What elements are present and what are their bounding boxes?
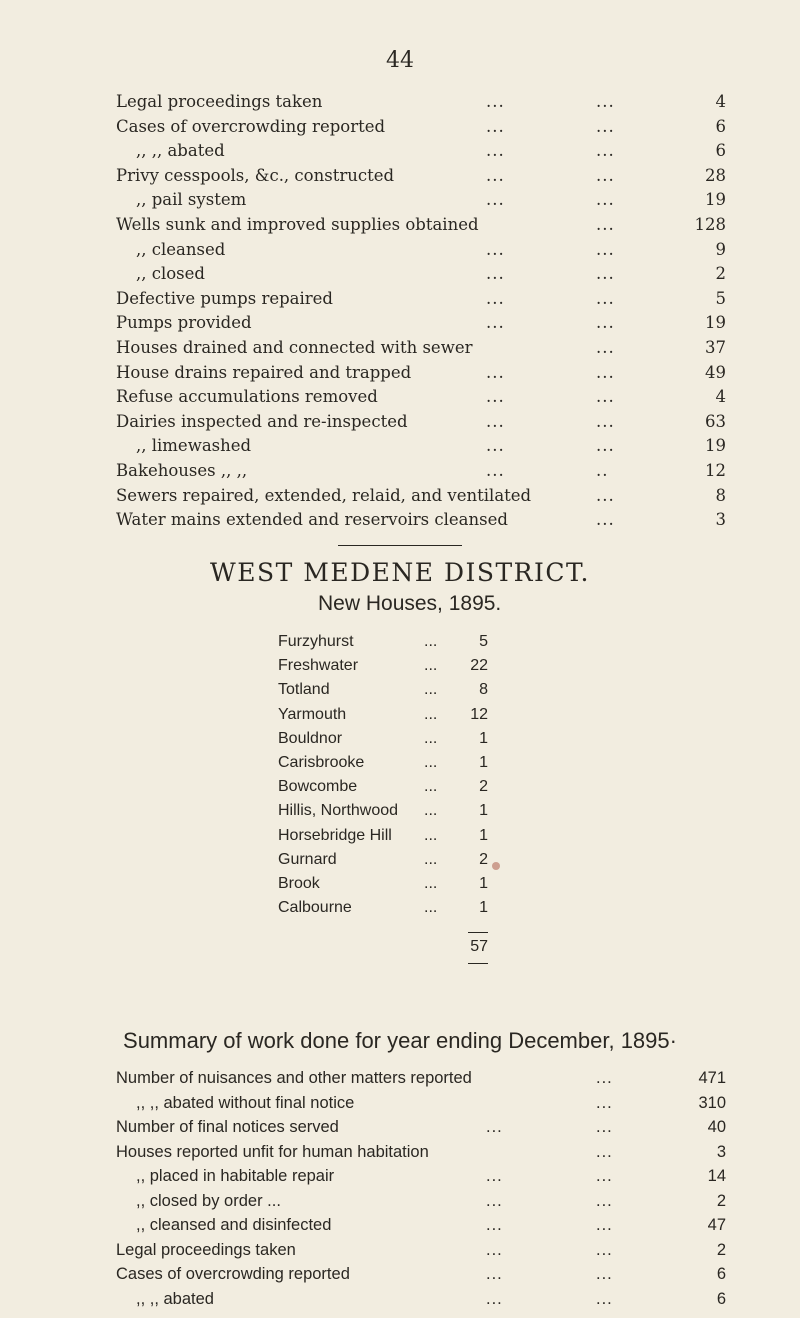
statistic-row bbox=[116, 311, 726, 336]
summary-row bbox=[116, 1066, 726, 1091]
leader-dots: ... bbox=[486, 239, 505, 259]
row-label: Privy cesspools, &c., constructed bbox=[116, 165, 395, 185]
leader-dots: ... bbox=[596, 288, 615, 308]
house-count: 22 bbox=[470, 657, 488, 675]
leader-dots: ... bbox=[596, 411, 615, 431]
row-label: ,, closed by order ... bbox=[136, 1191, 281, 1210]
new-houses-title: New Houses, 1895. bbox=[318, 592, 502, 615]
row-value: 28 bbox=[705, 165, 726, 185]
house-count: 1 bbox=[479, 753, 488, 771]
leader-dots: ... bbox=[596, 1265, 613, 1283]
place-name: Horsebridge Hill bbox=[278, 826, 392, 844]
statistic-row bbox=[116, 434, 726, 459]
row-value: 3 bbox=[716, 1142, 726, 1161]
summary-row bbox=[116, 1238, 726, 1263]
statistic-row bbox=[116, 361, 726, 386]
leader-dots: ... bbox=[596, 165, 615, 185]
leader-dots: ... bbox=[486, 141, 505, 161]
district-title: WEST MEDENE DISTRICT. bbox=[210, 558, 590, 587]
leader-dots: ... bbox=[596, 510, 615, 530]
summary-row bbox=[116, 1091, 726, 1116]
leader-dots: ... bbox=[486, 436, 505, 456]
summary-row bbox=[116, 1287, 726, 1312]
leader-dots: ... bbox=[486, 1240, 503, 1259]
row-label: ,, cleansed and disinfected bbox=[136, 1216, 332, 1234]
leader-dots: ... bbox=[596, 1240, 613, 1259]
row-value: 14 bbox=[707, 1167, 726, 1185]
row-value: 49 bbox=[705, 362, 726, 382]
statistic-row bbox=[116, 508, 726, 533]
row-value: 4 bbox=[715, 387, 726, 407]
statistic-row bbox=[116, 115, 726, 140]
houses-total: 57 bbox=[470, 938, 488, 955]
leader-dots: ... bbox=[596, 214, 615, 234]
row-value: 47 bbox=[707, 1216, 726, 1234]
house-count: 8 bbox=[479, 681, 488, 699]
place-name: Brook bbox=[278, 874, 320, 892]
leader-dots: ... bbox=[486, 1289, 503, 1308]
leader-dots: ... bbox=[596, 1289, 613, 1308]
row-value: 19 bbox=[705, 436, 726, 456]
row-value: 63 bbox=[705, 411, 726, 431]
place-name: Bouldnor bbox=[278, 729, 343, 747]
statistic-row bbox=[116, 287, 726, 312]
leader-dots: ... bbox=[596, 264, 615, 284]
row-value: 310 bbox=[698, 1093, 726, 1112]
leader-dots: ... bbox=[596, 387, 615, 407]
row-label: ,, ,, abated bbox=[136, 141, 225, 161]
leader-dots: ... bbox=[596, 337, 615, 357]
leader-dots: ... bbox=[486, 411, 505, 431]
leader-dots: ... bbox=[596, 313, 615, 333]
place-name: Hillis, Northwood bbox=[278, 802, 399, 820]
leader-dots: ... bbox=[596, 1093, 613, 1112]
leader-dots: ... bbox=[424, 705, 438, 723]
row-value: 2 bbox=[715, 264, 726, 284]
row-label: ,, closed bbox=[136, 264, 205, 284]
statistic-row bbox=[116, 213, 726, 238]
leader-dots: ... bbox=[424, 778, 438, 796]
leader-dots: ... bbox=[424, 633, 438, 650]
house-row bbox=[278, 799, 488, 823]
leader-dots: ... bbox=[596, 485, 615, 505]
statistic-row bbox=[116, 164, 726, 189]
place-name: Calbourne bbox=[278, 899, 352, 917]
section-divider bbox=[338, 545, 462, 546]
statistic-row bbox=[116, 139, 726, 164]
row-label: ,, ,, abated without final notice bbox=[136, 1093, 355, 1112]
summary-row bbox=[116, 1164, 726, 1189]
leader-dots: ... bbox=[486, 92, 505, 111]
house-row bbox=[278, 751, 488, 775]
row-value: 8 bbox=[715, 485, 726, 505]
row-value: 19 bbox=[705, 190, 726, 210]
house-count: 1 bbox=[479, 826, 488, 844]
row-value: 19 bbox=[705, 313, 726, 333]
leader-dots: ... bbox=[596, 1167, 613, 1185]
row-value: 2 bbox=[716, 1240, 726, 1259]
leader-dots: ... bbox=[486, 288, 505, 308]
leader-dots: ... bbox=[596, 239, 615, 259]
leader-dots: ... bbox=[424, 657, 438, 675]
leader-dots: ... bbox=[424, 899, 438, 917]
summary-title: Summary of work done for year ending December, 1895· bbox=[123, 1028, 677, 1053]
leader-dots: ... bbox=[486, 1216, 503, 1234]
leader-dots: ... bbox=[424, 681, 438, 699]
house-count: 12 bbox=[470, 705, 488, 723]
house-row bbox=[278, 872, 488, 896]
statistic-row bbox=[116, 238, 726, 263]
new-houses-list bbox=[278, 630, 488, 920]
statistic-row bbox=[116, 385, 726, 410]
statistic-row bbox=[116, 410, 726, 435]
leader-dots: ... bbox=[424, 729, 438, 747]
house-row bbox=[278, 896, 488, 920]
leader-dots: ... bbox=[486, 264, 505, 284]
house-row bbox=[278, 654, 488, 678]
row-value: 5 bbox=[715, 288, 726, 308]
row-label: ,, limewashed bbox=[136, 436, 252, 456]
statistic-row bbox=[116, 188, 726, 213]
row-label: Dairies inspected and re-inspected bbox=[116, 411, 408, 431]
statistic-row bbox=[116, 484, 726, 509]
row-label: Cases of overcrowding reported bbox=[116, 1265, 350, 1283]
leader-dots: ... bbox=[486, 1167, 503, 1185]
place-name: Totland bbox=[278, 681, 330, 699]
statistic-row bbox=[116, 90, 726, 115]
row-value: 2 bbox=[716, 1191, 726, 1210]
house-count: 1 bbox=[479, 729, 488, 747]
place-name: Freshwater bbox=[278, 657, 359, 675]
ink-smudge bbox=[492, 862, 500, 870]
leader-dots: ... bbox=[486, 362, 505, 382]
row-value: 128 bbox=[694, 214, 726, 234]
leader-dots: ... bbox=[424, 826, 438, 844]
house-row bbox=[278, 775, 488, 799]
leader-dots: ... bbox=[596, 436, 615, 456]
leader-dots: ... bbox=[486, 190, 505, 210]
leader-dots: ... bbox=[596, 1216, 613, 1234]
leader-dots: ... bbox=[424, 753, 438, 771]
summary-row bbox=[116, 1262, 726, 1287]
place-name: Yarmouth bbox=[278, 705, 347, 723]
house-row bbox=[278, 727, 488, 751]
total-rule-bottom bbox=[468, 963, 488, 964]
row-label: Refuse accumulations removed bbox=[116, 387, 378, 407]
house-row bbox=[278, 630, 488, 654]
place-name: Bowcombe bbox=[278, 778, 358, 796]
row-label: Legal proceedings taken bbox=[116, 92, 323, 111]
row-label: Legal proceedings taken bbox=[116, 1240, 296, 1259]
summary-row bbox=[116, 1140, 726, 1165]
leader-dots: ... bbox=[486, 1265, 503, 1283]
leader-dots: ... bbox=[596, 1118, 613, 1136]
summary-row bbox=[116, 1115, 726, 1140]
row-label: House drains repaired and trapped bbox=[116, 362, 412, 382]
summary-row bbox=[116, 1189, 726, 1214]
leader-dots: ... bbox=[596, 190, 615, 210]
row-label: ,, placed in habitable repair bbox=[136, 1167, 335, 1185]
row-label: Bakehouses ,, ,, bbox=[116, 460, 248, 480]
page-number: 44 bbox=[386, 48, 414, 73]
statistic-row bbox=[116, 459, 726, 484]
row-value: 12 bbox=[705, 460, 726, 480]
leader-dots: ... bbox=[486, 165, 505, 185]
leader-dots: ... bbox=[596, 116, 615, 136]
house-row bbox=[278, 703, 488, 727]
leader-dots: ... bbox=[596, 1142, 613, 1161]
summary-statistics-list bbox=[116, 1066, 726, 1311]
place-name: Gurnard bbox=[278, 850, 337, 868]
row-label: ,, ,, abated bbox=[136, 1289, 214, 1308]
leader-dots: ... bbox=[486, 313, 505, 333]
row-label: ,, pail system bbox=[136, 190, 247, 210]
leader-dots: ... bbox=[596, 1069, 613, 1087]
leader-dots: ... bbox=[596, 92, 615, 111]
house-row bbox=[278, 824, 488, 848]
leader-dots: ... bbox=[596, 1191, 613, 1210]
row-label: Houses drained and connected with sewer bbox=[116, 337, 473, 357]
place-name: Furzyhurst bbox=[278, 633, 354, 650]
leader-dots: ... bbox=[486, 1118, 503, 1136]
row-label: Wells sunk and improved supplies obtained bbox=[116, 214, 479, 234]
leader-dots: ... bbox=[596, 362, 615, 382]
leader-dots: ... bbox=[486, 387, 505, 407]
row-value: 4 bbox=[715, 92, 726, 111]
row-value: 471 bbox=[698, 1069, 726, 1087]
row-label: Defective pumps repaired bbox=[116, 288, 333, 308]
leader-dots: ... bbox=[486, 1191, 503, 1210]
place-name: Carisbrooke bbox=[278, 753, 365, 771]
leader-dots: .. bbox=[596, 460, 609, 480]
house-count: 1 bbox=[479, 874, 488, 892]
house-count: 1 bbox=[479, 802, 488, 820]
row-value: 6 bbox=[716, 1265, 726, 1283]
row-label: Sewers repaired, extended, relaid, and ventilated bbox=[116, 485, 532, 505]
row-value: 3 bbox=[715, 510, 726, 530]
total-rule-top bbox=[468, 932, 488, 933]
top-statistics-list bbox=[116, 90, 726, 533]
statistic-row bbox=[116, 262, 726, 287]
leader-dots: ... bbox=[486, 116, 505, 136]
row-label: Water mains extended and reservoirs cleansed bbox=[116, 510, 508, 530]
row-label: ,, cleansed bbox=[136, 239, 226, 259]
summary-row bbox=[116, 1213, 726, 1238]
house-count: 5 bbox=[479, 633, 488, 650]
house-count: 2 bbox=[479, 850, 488, 868]
house-count: 2 bbox=[479, 778, 488, 796]
row-label: Number of final notices served bbox=[116, 1118, 339, 1136]
house-count: 1 bbox=[479, 899, 488, 917]
house-row bbox=[278, 678, 488, 702]
statistic-row bbox=[116, 336, 726, 361]
row-label: Cases of overcrowding reported bbox=[116, 116, 386, 136]
leader-dots: ... bbox=[424, 874, 438, 892]
row-label: Pumps provided bbox=[116, 313, 252, 333]
leader-dots: ... bbox=[424, 850, 438, 868]
row-value: 6 bbox=[715, 116, 726, 136]
row-value: 37 bbox=[705, 337, 726, 357]
row-value: 9 bbox=[715, 239, 726, 259]
row-value: 40 bbox=[707, 1118, 726, 1136]
leader-dots: ... bbox=[596, 141, 615, 161]
row-label: Houses reported unfit for human habitation bbox=[116, 1142, 429, 1161]
leader-dots: ... bbox=[486, 460, 505, 480]
house-row bbox=[278, 848, 488, 872]
leader-dots: ... bbox=[424, 802, 438, 820]
row-value: 6 bbox=[715, 141, 726, 161]
row-label: Number of nuisances and other matters reported bbox=[116, 1069, 472, 1087]
row-value: 6 bbox=[716, 1289, 726, 1308]
